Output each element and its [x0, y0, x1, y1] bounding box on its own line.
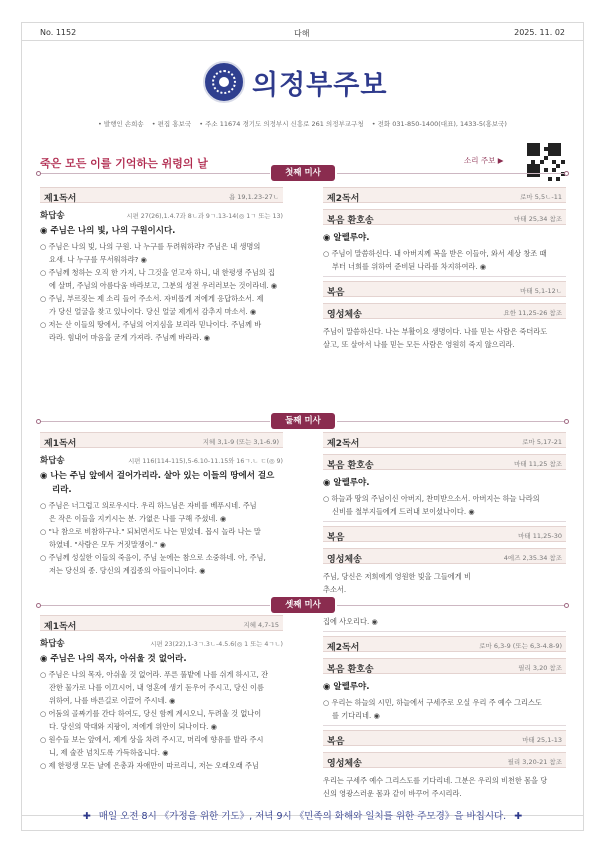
- verse-line: 하였네. "사람은 모두 거짓말쟁이." ◉: [49, 540, 166, 549]
- reading-title: 영성체송: [327, 310, 362, 320]
- divider-dot: [36, 171, 41, 176]
- reading-title: 제2독서: [327, 194, 360, 204]
- reading-row: [323, 752, 566, 768]
- verse-line: ○ 원수들 보는 앞에서, 제게 상을 차려 주시고, 머리에 향유를 발라 주시: [40, 735, 264, 744]
- section-divider: [40, 173, 270, 174]
- masthead: [22, 61, 583, 103]
- verse-line: 신비를 철부지들에게 드러내 보이셨나이다. ◉: [332, 507, 475, 516]
- verse-line: ○ 주님은 나의 빛, 나의 구원. 나 누구를 두려워하랴? 주님은 내 생명의: [40, 242, 261, 251]
- verse-line: ○ 주님은 너그럽고 의로우시다. 우리 하느님은 자비를 베푸시네. 주님: [40, 501, 257, 510]
- reading-row: [40, 615, 283, 631]
- reading-title: 제2독서: [327, 439, 360, 449]
- publisher: • 발행인 손희송: [98, 120, 144, 128]
- phone: • 전화 031-850-1400(대표), 1433-5(홍보국): [371, 120, 507, 128]
- verse-line: 잔한 물가로 나를 이끄시어, 내 영혼에 생기 돋우어 주시고, 당신 이름: [49, 683, 264, 692]
- divider-dot: [564, 419, 569, 424]
- reading-title: 제1독서: [44, 194, 77, 204]
- thin-divider: [323, 521, 566, 522]
- diocese-emblem-icon: [203, 61, 245, 103]
- verse-line: 신의 영광스러운 몸과 같이 바꾸어 주시리라.: [323, 789, 462, 798]
- reading-reference: 4에즈 2,35.34 참조: [503, 554, 562, 562]
- thin-divider: [323, 276, 566, 277]
- issue-date: 2025. 11. 02: [514, 28, 565, 37]
- reading-title: 복음: [327, 533, 345, 543]
- verse-line: 라라. 힘내어 마음을 굳게 가져라. 주님께 바라라. ◉: [49, 333, 211, 342]
- reading-reference: 마태 5,1-12ㄴ: [520, 287, 562, 295]
- section-divider: [40, 421, 270, 422]
- verse-line: ○ 제 한평생 모든 날에 은총과 자애만이 따르리니, 저는 오래오래 주님: [40, 761, 259, 770]
- reading-reference: 로마 5,5ㄴ-11: [520, 193, 562, 201]
- mass-label-pill: 둘째 미사: [271, 413, 335, 429]
- verse-line: ○ 주님이 말씀하신다. 내 아버지께 복을 받은 이들아, 와서 세상 창조 때: [323, 249, 547, 258]
- divider-dot: [564, 171, 569, 176]
- thin-divider: [323, 631, 566, 632]
- verse-line: 살고, 또 살아서 나를 믿는 모든 사람은 영원히 죽지 않으리라.: [323, 340, 515, 349]
- mass-label-pill: 첫째 미사: [271, 165, 335, 181]
- reading-row: [40, 432, 283, 448]
- response: ◉ 주님은 나의 목자, 아쉬울 것 없어라.: [40, 654, 187, 664]
- verse-line: 다. 당신의 막대와 지팡이, 저에게 위안이 되나이다. ◉: [49, 722, 217, 731]
- reading-row: [323, 636, 566, 652]
- reading-reference: 로마 6,3-9 (또는 6,3-4.8-9): [479, 642, 562, 650]
- verse-line: 니, 제 술잔 넘치도록 가득하옵니다. ◉: [49, 748, 169, 757]
- verse-line: 주님이 말씀하신다. 나는 부활이요 생명이다. 나를 믿는 사람은 죽더라도: [323, 327, 548, 336]
- section-divider: [337, 421, 567, 422]
- reading-title: 복음 환호송: [327, 461, 374, 471]
- verse-line: ○ "나 참으로 비참하구나." 되뇌면서도 나는 믿었네. 몹시 놀라 나는 말: [40, 527, 261, 536]
- verse-line: ○ 저는 산 이들의 땅에서, 주님의 어지심을 보리라 믿나이다. 주님께 바: [40, 320, 262, 329]
- verse-line: 저는 당신의 종. 당신의 계집종의 아들이니이다. ◉: [49, 566, 206, 575]
- response: ◉ 알렐루야.: [323, 233, 370, 243]
- reading-row: [40, 187, 283, 203]
- divider-dot: [36, 419, 41, 424]
- cross-icon: ✚: [82, 811, 91, 822]
- liturgical-year: 다해: [294, 29, 310, 38]
- qr-code-icon[interactable]: [527, 143, 565, 181]
- mass-label-pill: 셋째 미사: [271, 597, 335, 613]
- reading-title: 복음: [327, 288, 345, 298]
- footer-note: [0, 808, 605, 822]
- psalm-title: 화답송: [40, 639, 65, 649]
- verse-line: 집에 사오리다. ◉: [323, 617, 378, 626]
- reading-reference: 로마 5,17-21: [522, 438, 562, 446]
- issue-number: No. 1152: [40, 28, 77, 37]
- verse-line: ○ 주님께 청하는 오직 한 가지, 나 그것을 얻고자 하니, 내 한평생 주님의 집: [40, 268, 275, 277]
- verse-line: ○ 우리는 하늘의 시민, 하늘에서 구세주로 오실 우리 주 예수 그리스도: [323, 698, 542, 707]
- reading-reference: 마태 11,25 참조: [514, 460, 562, 468]
- reading-row: [323, 303, 566, 319]
- section-divider: [40, 605, 270, 606]
- verse-line: 요새. 나 누구를 무서워하랴? ◉: [49, 255, 147, 264]
- cross-icon: ✚: [514, 811, 523, 822]
- psalm-title: 화답송: [40, 211, 65, 221]
- reading-reference: 필리 3,20-21 참조: [507, 758, 562, 766]
- reading-reference: 마태 11,25-30: [518, 532, 562, 540]
- reading-reference: 요한 11,25-26 참조: [503, 309, 562, 317]
- verse-line: 위하여, 나를 바른길로 이끌어 주시네. ◉: [49, 696, 176, 705]
- section-divider: [337, 173, 567, 174]
- verse-line: 우리는 구세주 예수 그리스도를 기다리네. 그분은 우리의 비천한 몸을 당: [323, 776, 548, 785]
- psalm-reference: 시편 27(26),1.4.7과 8ㄴ과 9ㄱ.13-14(◎ 1ㄱ 또는 13): [126, 213, 283, 220]
- reading-row: [323, 548, 566, 564]
- response: ◉ 주님은 나의 빛, 나의 구원이시다.: [40, 226, 176, 236]
- thin-divider: [323, 725, 566, 726]
- divider-dot: [36, 603, 41, 608]
- reading-row: [323, 454, 566, 470]
- reading-row: [323, 526, 566, 542]
- editor: • 편집 홍보국: [151, 120, 192, 128]
- verse-line: 은 작은 이들을 지키시는 분. 가엾은 나를 구해 주셨네. ◉: [49, 514, 227, 523]
- reading-reference: 마태 25,1-13: [522, 736, 562, 744]
- reading-reference: 지혜 3,1-9 (또는 3,1-6.9): [202, 438, 279, 446]
- reading-title: 복음 환호송: [327, 216, 374, 226]
- reading-row: [323, 281, 566, 297]
- reading-reference: 지혜 4,7-15: [243, 621, 279, 629]
- bulletin-page: [21, 22, 584, 831]
- response-continued: 리라.: [52, 485, 72, 495]
- verse-line: 부터 너희를 위하여 준비된 나라를 차지하여라. ◉: [332, 262, 487, 271]
- reading-title: 영성체송: [327, 759, 362, 769]
- reading-title: 제1독서: [44, 439, 77, 449]
- reading-row: [323, 432, 566, 448]
- response: ◉ 알렐루야.: [323, 682, 370, 692]
- reading-row: [323, 209, 566, 225]
- reading-reference: 마태 25,34 참조: [514, 215, 562, 223]
- reading-title: 영성체송: [327, 555, 362, 565]
- verse-line: ○ 주님께 성실한 이들의 죽음이, 주님 눈에는 참으로 소중하네. 아, 주님,: [40, 553, 266, 562]
- verse-line: 가 당신 얼굴을 찾고 있나이다. 당신 얼굴 제게서 감추지 마소서. ◉: [49, 307, 257, 316]
- verse-line: ○ 주님, 부르짖는 제 소리 들어 주소서. 자비롭게 저에게 응답하소서. 제: [40, 294, 264, 303]
- verse-line: 에 살며, 주님의 아름다움 바라보고, 그분의 성전 우러러보는 것이라네. ◉: [49, 281, 278, 290]
- response: ◉ 알렐루야.: [323, 478, 370, 488]
- section-divider: [337, 605, 567, 606]
- reading-row: [323, 658, 566, 674]
- verse-line: 를 기다리네. ◉: [332, 711, 380, 720]
- verse-line: 추소서.: [323, 585, 347, 594]
- divider-dot: [564, 603, 569, 608]
- publication-info: [22, 119, 583, 128]
- reading-row: [323, 730, 566, 746]
- footer-text: 매일 오전 8시 《가정을 위한 기도》, 저녁 9시 《민족의 화해와 일치를 위한 주모경》을 바칩시다.: [98, 811, 507, 822]
- audio-bulletin-link[interactable]: 소리 주보 ▶: [464, 156, 504, 165]
- feast-headline: 죽은 모든 이를 기억하는 위령의 날: [40, 157, 208, 170]
- verse-line: 주님, 당신은 저희에게 영원한 빛을 그들에게 비: [323, 572, 471, 581]
- top-bar: [22, 23, 583, 41]
- reading-row: [323, 187, 566, 203]
- reading-title: 제2독서: [327, 643, 360, 653]
- psalm-reference: 시편 116(114-115),5-6.10-11.15와 16ㄱ.ㄴ ㄷ(◎ 9): [128, 458, 283, 465]
- psalm-reference: 시편 23(22),1-3ㄱ.3ㄴ-4.5.6(◎ 1 또는 4ㄱㄴ): [150, 641, 283, 648]
- verse-line: ○ 어둠의 골짜기를 간다 하여도, 당신 함께 계시오니, 두려울 것 없나이: [40, 709, 262, 718]
- reading-title: 복음: [327, 737, 345, 747]
- reading-reference: 필리 3,20 참조: [518, 664, 562, 672]
- psalm-title: 화답송: [40, 456, 65, 466]
- bulletin-title: 의정부주보: [252, 70, 388, 101]
- verse-line: ○ 주님은 나의 목자, 아쉬울 것 없어라. 푸른 풀밭에 나를 쉬게 하시고, 잔: [40, 670, 269, 679]
- response: ◉ 나는 주님 앞에서 걸어가리라. 살아 있는 이들의 땅에서 걸으: [40, 471, 275, 481]
- reading-title: 제1독서: [44, 622, 77, 632]
- reading-title: 복음 환호송: [327, 665, 374, 675]
- reading-reference: 욥 19,1.23-27ㄴ: [228, 193, 279, 201]
- verse-line: ○ 하늘과 땅의 주님이신 아버지, 찬미받으소서. 아버지는 하늘 나라의: [323, 494, 540, 503]
- address: • 주소 11674 경기도 의정부시 신흥로 261 의정부교구청: [199, 120, 364, 128]
